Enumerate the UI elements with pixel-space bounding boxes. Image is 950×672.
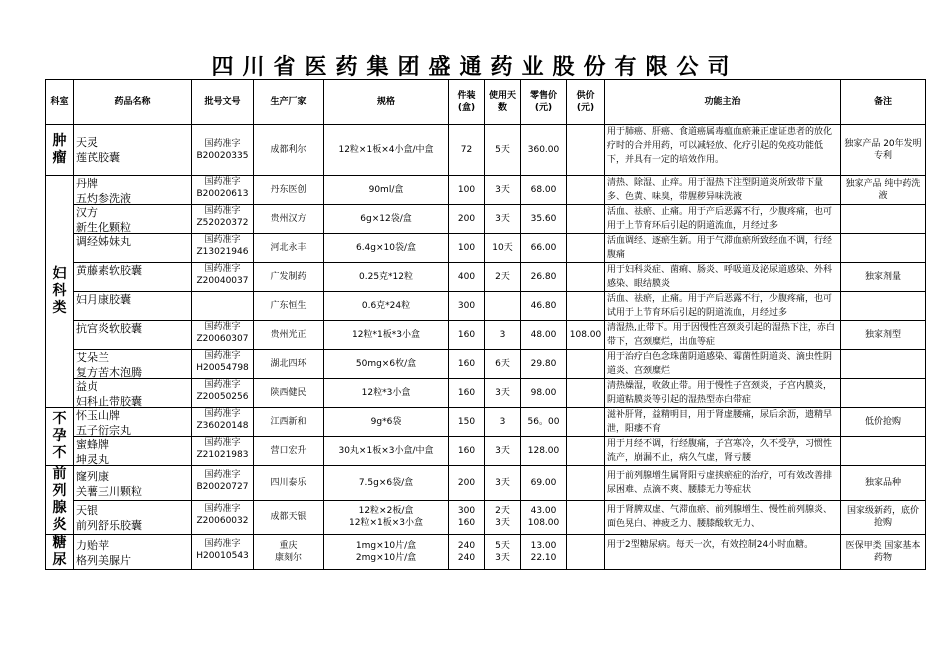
drug-name-cell: [74, 125, 192, 176]
line-2: B20020335: [196, 151, 249, 161]
note-cell: 独家产品 20年发明专利: [841, 125, 926, 176]
cell-text: [194, 437, 251, 465]
retail-cell: 48.00: [521, 321, 567, 350]
line-2: Z21021983: [196, 450, 249, 460]
supply-cell: [567, 176, 605, 205]
note-cell: 独家产品 纯中药洗液: [841, 176, 926, 205]
supply-cell: [567, 350, 605, 379]
function-cell: [605, 379, 841, 408]
maker-cell: 陕西健民: [254, 379, 324, 408]
drug-name-cell: [74, 408, 192, 437]
function-text: 活血、祛瘀、止痛。用于产后恶露不行，少腹疼痛，也可用于上节育环后引起的阴道流血，月经过多: [607, 207, 833, 231]
retail-cell: 98.00: [521, 379, 567, 408]
retail-cell: 360.00: [521, 125, 567, 176]
line-2: 格列美脲片: [76, 554, 131, 566]
line-1: 国药准字: [204, 409, 241, 419]
function-cell: [605, 437, 841, 466]
cell-text: [194, 469, 251, 497]
cell-text: [194, 263, 251, 291]
function-text: 清热燥湿，收敛止带。用于慢性子宫颈炎，子宫内膜炎，阴道粘膜炎等引起的湿热型赤白带症: [607, 381, 833, 405]
header-retail: 零售价(元): [521, 80, 567, 125]
table-row: [46, 205, 926, 234]
pieces-cell: 160: [449, 321, 485, 350]
days-cell: 3天: [485, 379, 521, 408]
line-2: B20020613: [196, 189, 249, 199]
cell-text: [76, 379, 189, 407]
header-approval: 批号文号: [192, 80, 254, 125]
pieces-cell: 100: [449, 234, 485, 263]
days-cell: 3天: [485, 466, 521, 501]
category-diabetes: 糖尿: [46, 535, 74, 570]
maker-cell: 广发制药: [254, 263, 324, 292]
line-2: 五子衍宗丸: [76, 424, 131, 436]
pieces-cell: 160: [449, 437, 485, 466]
line-1: 12粒×2板/盒: [358, 506, 414, 517]
function-cell: [605, 263, 841, 292]
spec-cell: [324, 500, 449, 535]
note-cell: [841, 205, 926, 234]
cell-text: [76, 538, 189, 566]
supply-cell: [567, 408, 605, 437]
table-row: [46, 437, 926, 466]
approval-cell: [192, 535, 254, 570]
days-cell: [485, 500, 521, 535]
days-cell: 3: [485, 408, 521, 437]
line-2: 22.10: [530, 553, 557, 563]
line-2: H20010543: [196, 551, 249, 561]
line-2: 新生化颗粒: [76, 221, 131, 233]
line-2: H20054798: [196, 363, 249, 373]
line-1: 黄藤素软胶囊: [76, 264, 142, 277]
line-1: 国药准字: [204, 469, 241, 480]
line-2: 2mg×10片/盒: [355, 553, 417, 563]
function-text: 用于妇科炎症、菌痢、肠炎、呼吸道及泌尿道感染、外科感染、眼结膜炎: [607, 265, 833, 289]
line-2: Z13021946: [196, 247, 249, 257]
line-2: 莲芪胶囊: [76, 151, 120, 164]
line-1: 国药准字: [204, 504, 241, 515]
note-cell: [841, 350, 926, 379]
function-cell: [605, 292, 841, 321]
drug-name-cell: [74, 292, 192, 321]
spec-cell: 6g×12袋/盒: [324, 205, 449, 234]
table-row: [46, 500, 926, 535]
cell-text: [194, 176, 251, 204]
line-1: 国药准字: [204, 139, 241, 149]
spec-cell: 7.5g×6袋/盒: [324, 466, 449, 501]
function-cell: [605, 500, 841, 535]
cell-text: [451, 505, 482, 529]
retail-cell: [521, 535, 567, 570]
cell-text: [326, 505, 446, 529]
cell-text: [523, 505, 564, 529]
maker-cell: 成都天银: [254, 500, 324, 535]
note-cell: 独家剂量: [841, 263, 926, 292]
approval-cell: [192, 292, 254, 321]
drug-name-cell: [74, 379, 192, 408]
supply-cell: [567, 205, 605, 234]
function-text: 清湿热,止带下。用于因慢性宫颈炎引起的湿热下注，赤白带下，宫颈糜烂，出血等症: [607, 323, 835, 347]
line-1: 窿列康: [76, 469, 109, 483]
table-row: [46, 350, 926, 379]
retail-cell: [521, 500, 567, 535]
retail-cell: 68.00: [521, 176, 567, 205]
spec-cell: 6.4g×10袋/盒: [324, 234, 449, 263]
table-row: [46, 234, 926, 263]
line-1: 调经姊妹丸: [76, 235, 131, 248]
days-cell: 3天: [485, 205, 521, 234]
spec-cell: 30丸×1板×3小盒/中盒: [324, 437, 449, 466]
approval-cell: [192, 379, 254, 408]
line-1: 天灵: [76, 136, 98, 149]
maker-cell: 河北永丰: [254, 234, 324, 263]
category-gyn: 妇科类: [46, 176, 74, 408]
note-cell: 独家剂型: [841, 321, 926, 350]
line-2: 3天: [495, 518, 510, 529]
pieces-cell: 300: [449, 292, 485, 321]
function-cell: [605, 125, 841, 176]
line-1: 重庆: [279, 541, 298, 551]
line-1: 300: [457, 506, 476, 517]
function-text: 用于治疗白色念珠菌阴道感染、霉菌性阴道炎、滴虫性阴道炎、宫颈糜烂: [607, 352, 833, 376]
line-1: 益贞: [76, 380, 98, 393]
line-1: 蜜蜂牌: [76, 438, 109, 451]
function-cell: [605, 350, 841, 379]
pieces-cell: 150: [449, 408, 485, 437]
header-maker: 生产厂家: [254, 80, 324, 125]
approval-cell: [192, 125, 254, 176]
cell-text: [487, 505, 518, 529]
header-dept: 科室: [46, 80, 74, 125]
drug-name-cell: [74, 437, 192, 466]
days-cell: 3: [485, 321, 521, 350]
supply-cell: [567, 263, 605, 292]
line-2: Z36020148: [196, 421, 249, 431]
cell-text: [326, 540, 446, 564]
function-text: 用于2型糖尿病。每天一次，有效控制24小时血糖。: [607, 540, 814, 550]
table-row: [46, 321, 926, 350]
line-1: 国药准字: [204, 177, 241, 187]
header-spec: 规格: [324, 80, 449, 125]
drug-name-cell: [74, 321, 192, 350]
pieces-cell: 160: [449, 379, 485, 408]
days-cell: 5天: [485, 125, 521, 176]
line-2: 前列舒乐胶囊: [76, 519, 142, 532]
drug-name-cell: [74, 205, 192, 234]
days-cell: 3天: [485, 437, 521, 466]
function-text: 活血调经、逐瘀生新。用于气滞血瘀所致经血不调，行经腹痛: [607, 236, 833, 260]
table-row: [46, 535, 926, 570]
drug-name-cell: [74, 234, 192, 263]
spec-cell: [324, 535, 449, 570]
line-2: 坤灵丸: [76, 453, 109, 465]
supply-cell: 108.00: [567, 321, 605, 350]
header-pieces: 件装(盒): [449, 80, 485, 125]
cell-text: [194, 138, 251, 162]
function-text: 活血、祛瘀，止痛。用于产后恶露不行，少腹疼痛，也可试用于上节育环后引起的阴道流血，月经过多: [607, 294, 833, 318]
line-1: 国药准字: [204, 322, 241, 332]
note-cell: 医保甲类 国家基本药物: [841, 535, 926, 570]
cell-text: [523, 540, 564, 564]
supply-cell: [567, 379, 605, 408]
line-2: 3天: [495, 553, 510, 563]
line-1: 国药准字: [204, 438, 241, 448]
line-2: Z20050256: [196, 392, 249, 402]
function-cell: [605, 321, 841, 350]
table-row: [46, 466, 926, 501]
maker-cell: 贵州光正: [254, 321, 324, 350]
line-1: 国药准字: [204, 351, 241, 361]
approval-cell: [192, 176, 254, 205]
header-name: 药品名称: [74, 80, 192, 125]
supply-cell: [567, 535, 605, 570]
supply-cell: [567, 125, 605, 176]
line-2: 五灼参洗液: [76, 192, 131, 204]
pieces-cell: 160: [449, 350, 485, 379]
header-row: [46, 80, 926, 125]
approval-cell: [192, 500, 254, 535]
table-row: [46, 125, 926, 176]
function-text: 用于肺癌、肝癌、食道癌属毒瘟血瘀兼正虚证患者的放化疗时的合并用药，可以减轻放、化疗引起的免疫功能低下，并具有一定的培效作用。: [607, 127, 833, 165]
function-text: 用于肾脾双虚、气滞血瘀、前列腺增生、慢性前列腺炎、面色晃白、神疲乏力、腰膝酸软无力、: [607, 505, 833, 530]
note-cell: [841, 379, 926, 408]
function-cell: [605, 408, 841, 437]
cell-text: [76, 437, 189, 465]
approval-cell: [192, 321, 254, 350]
line-1: 怀玉山牌: [76, 409, 120, 422]
maker-cell: 营口宏升: [254, 437, 324, 466]
header-days: 使用天数: [485, 80, 521, 125]
cell-text: [76, 408, 189, 436]
cell-text: [487, 540, 518, 564]
retail-cell: 56。00: [521, 408, 567, 437]
drug-name-cell: [74, 350, 192, 379]
line-1: 国药准字: [204, 380, 241, 390]
line-1: 国药准字: [204, 235, 241, 245]
drug-name-cell: [74, 500, 192, 535]
maker-cell: 江西新和: [254, 408, 324, 437]
line-2: Z20060307: [196, 334, 249, 344]
spec-cell: 12粒*3小盒: [324, 379, 449, 408]
pieces-cell: 400: [449, 263, 485, 292]
cell-text: [76, 321, 189, 349]
category-infert: 不孕不: [46, 408, 74, 466]
table-row: [46, 408, 926, 437]
spec-cell: 12粒*1板*3小盒: [324, 321, 449, 350]
supply-cell: [567, 437, 605, 466]
note-cell: [841, 292, 926, 321]
header-func: 功能主治: [605, 80, 841, 125]
line-1: 天银: [76, 504, 98, 518]
supply-cell: [567, 292, 605, 321]
approval-cell: [192, 205, 254, 234]
drug-name-cell: [74, 466, 192, 501]
category-tumor: 肿瘤: [46, 125, 74, 176]
line-1: 5天: [495, 541, 510, 551]
line-1: 13.00: [530, 541, 557, 551]
note-cell: 低价抢购: [841, 408, 926, 437]
line-1: 汉方: [76, 206, 98, 219]
spec-cell: 0.25克*12粒: [324, 263, 449, 292]
drug-name-cell: [74, 535, 192, 570]
approval-cell: [192, 234, 254, 263]
cell-text: [194, 379, 251, 407]
function-cell: [605, 535, 841, 570]
maker-cell: 贵州汉方: [254, 205, 324, 234]
drug-name-cell: [74, 176, 192, 205]
function-cell: [605, 176, 841, 205]
company-title: 四川省医药集团盛通药业股份有限公司: [211, 55, 739, 80]
spec-cell: 50mg×6枚/盒: [324, 350, 449, 379]
line-2: 关薯三川颗粒: [76, 484, 142, 497]
line-1: 力贻苹: [76, 539, 109, 552]
retail-cell: 35.60: [521, 205, 567, 234]
supply-cell: [567, 234, 605, 263]
days-cell: 6天: [485, 350, 521, 379]
table-row: [46, 379, 926, 408]
pieces-cell: 100: [449, 176, 485, 205]
pieces-cell: [449, 535, 485, 570]
category-prostate: 前列腺炎: [46, 466, 74, 535]
cell-text: [76, 234, 189, 262]
retail-cell: 29.80: [521, 350, 567, 379]
table-row: [46, 292, 926, 321]
drug-name-cell: [74, 263, 192, 292]
cell-text: [76, 205, 189, 233]
maker-cell: 成都利尔: [254, 125, 324, 176]
maker-cell: 广东恒生: [254, 292, 324, 321]
approval-cell: [192, 263, 254, 292]
note-cell: [841, 437, 926, 466]
line-2: Z20060032: [196, 516, 249, 527]
spec-cell: 12粒×1板×4小盒/中盒: [324, 125, 449, 176]
maker-cell: 湖北四环: [254, 350, 324, 379]
cell-text: [194, 292, 251, 320]
retail-cell: 69.00: [521, 466, 567, 501]
pieces-cell: 72: [449, 125, 485, 176]
cell-text: [76, 135, 189, 165]
line-2: 160: [457, 518, 476, 529]
cell-text: [76, 176, 189, 204]
cell-text: [76, 350, 189, 378]
line-1: 240: [457, 541, 476, 551]
line-1: 妇月康胶囊: [76, 293, 131, 306]
pieces-cell: 200: [449, 205, 485, 234]
line-1: 43.00: [530, 506, 557, 517]
supply-cell: [567, 466, 605, 501]
cell-text: [194, 321, 251, 349]
maker-cell: 四川泰乐: [254, 466, 324, 501]
function-text: 用于前列腺增生属肾阳亏虚挟瘀症的治疗，可有效改善排尿困难、点滴不爽、腰膝无力等症状: [607, 470, 833, 495]
note-cell: 国家级新药，底价抢购: [841, 500, 926, 535]
line-1: 抗宫炎软胶囊: [76, 322, 142, 335]
function-cell: [605, 466, 841, 501]
spec-cell: 90ml/盒: [324, 176, 449, 205]
note-cell: 独家品种: [841, 466, 926, 501]
cell-text: [451, 540, 482, 564]
table-row: [46, 263, 926, 292]
cell-text: [194, 408, 251, 436]
line-2: Z20040037: [196, 276, 249, 286]
maker-cell: [254, 535, 324, 570]
approval-cell: [192, 437, 254, 466]
function-cell: [605, 234, 841, 263]
line-2: Z52020372: [196, 218, 249, 228]
retail-cell: 46.80: [521, 292, 567, 321]
line-1: 国药准字: [204, 264, 241, 274]
function-cell: [605, 205, 841, 234]
cell-text: [194, 205, 251, 233]
cell-text: [194, 350, 251, 378]
line-2: 复方苦木泡腾: [76, 366, 142, 378]
line-2: 240: [457, 553, 476, 563]
days-cell: 3天: [485, 176, 521, 205]
cell-text: [76, 503, 189, 531]
function-text: 用于月经不调，行经腹痛，子宫寒冷，久不受孕，习惯性流产，崩漏不止，病久气虚，肾亏腰: [607, 439, 833, 463]
cell-text: [76, 469, 189, 497]
approval-cell: [192, 350, 254, 379]
function-text: 滋补肝肾，益精明目，用于肾虚腰痛，尿后余沥，遗精早泄，阳痿不育: [607, 410, 833, 434]
line-2: B20020727: [196, 481, 249, 492]
function-text: 清热、除湿、止痒。用于湿热下注型阴道炎所致带下量多、色黄、味臭，带腥秽异味洗液: [607, 178, 824, 202]
pieces-cell: [449, 500, 485, 535]
cell-text: [194, 234, 251, 262]
line-2: 妇科止带胶囊: [76, 395, 142, 407]
cell-text: [194, 538, 251, 566]
header-supply: 供价(元): [567, 80, 605, 125]
drug-table: [45, 79, 926, 570]
supply-cell: [567, 500, 605, 535]
line-1: 1mg×10片/盒: [355, 541, 417, 551]
maker-cell: 丹东医创: [254, 176, 324, 205]
days-cell: [485, 292, 521, 321]
line-2: 12粒×1板×3小盒: [349, 518, 423, 529]
cell-text: [76, 292, 189, 320]
header-note: 备注: [841, 80, 926, 125]
line-1: 2天: [495, 506, 510, 517]
cell-text: [256, 540, 321, 564]
days-cell: 2天: [485, 263, 521, 292]
line-2: 108.00: [527, 518, 560, 529]
days-cell: 10天: [485, 234, 521, 263]
line-1: 国药准字: [204, 539, 241, 549]
spec-cell: 0.6克*24粒: [324, 292, 449, 321]
days-cell: [485, 535, 521, 570]
cell-text: [76, 263, 189, 291]
line-1: 国药准字: [204, 206, 241, 216]
approval-cell: [192, 466, 254, 501]
line-1: 丹牌: [76, 177, 98, 190]
retail-cell: 128.00: [521, 437, 567, 466]
note-cell: [841, 234, 926, 263]
table-row: [46, 176, 926, 205]
pieces-cell: 200: [449, 466, 485, 501]
retail-cell: 26.80: [521, 263, 567, 292]
retail-cell: 66.00: [521, 234, 567, 263]
cell-text: [194, 503, 251, 531]
spec-cell: 9g*6袋: [324, 408, 449, 437]
approval-cell: [192, 408, 254, 437]
line-2: 康刻尔: [274, 553, 302, 563]
line-1: 艾朵兰: [76, 351, 109, 364]
